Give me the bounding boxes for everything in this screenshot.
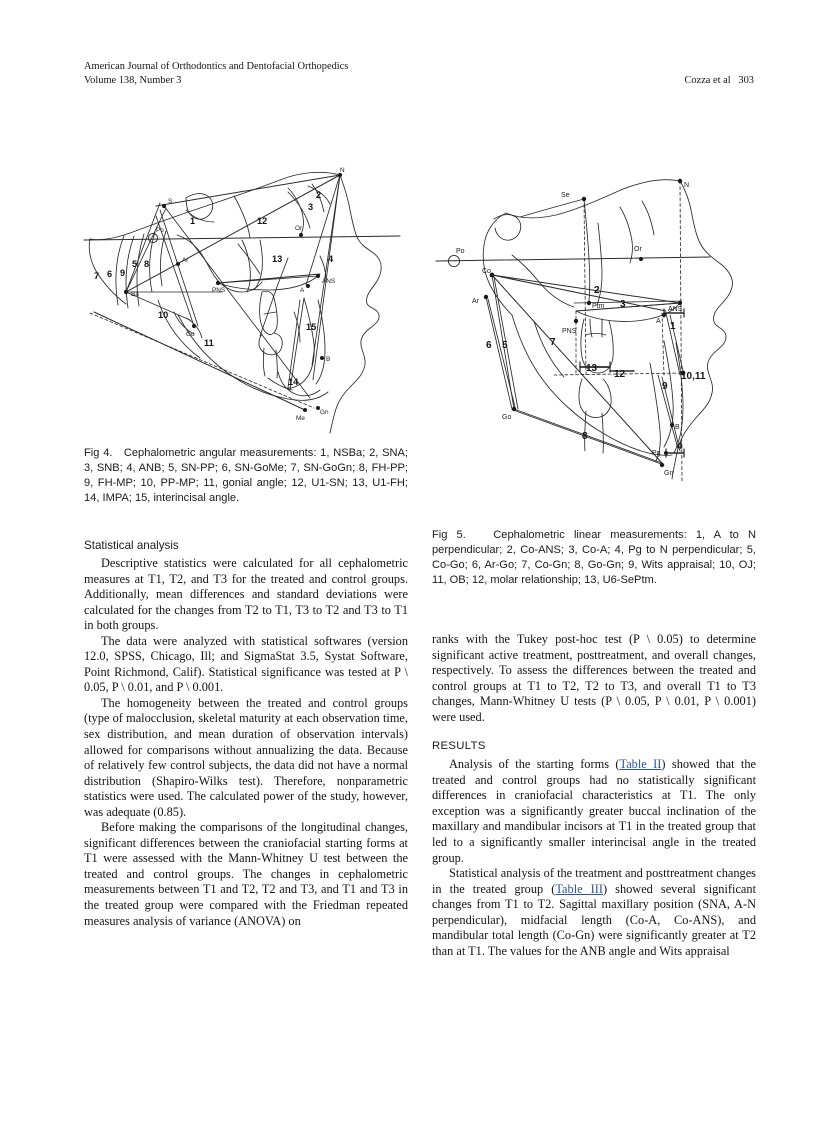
- svg-text:4: 4: [328, 254, 334, 264]
- svg-text:6: 6: [107, 269, 113, 279]
- paragraph-longitudinal-changes: Before making the comparisons of the longitudinal changes, significant differences between the craniofacial starting forms at T1 were assessed with the Mann-Whitney U test between the treated and control groups. The changes in cephalometric measurements between T1 and T2, T2 and T3, and T1 and T3 in the treated group were compared with the Friedman repeated measures analysis of variance (ANOVA) on: [84, 820, 408, 928]
- subheading-statistical-analysis: Statistical analysis: [84, 539, 179, 552]
- left-text-column: [84, 538, 408, 929]
- starting-forms-text-before: Analysis of the starting forms (: [449, 757, 620, 772]
- svg-text:Or: Or: [295, 225, 303, 232]
- svg-text:Ptm: Ptm: [592, 303, 605, 310]
- svg-text:14: 14: [288, 377, 299, 387]
- svg-text:Co: Co: [482, 268, 491, 275]
- fig5-caption-label: Fig 5.: [432, 529, 466, 541]
- svg-text:12: 12: [257, 216, 268, 226]
- paragraph-descriptive-statistics: Descriptive statistics were calculated for all cephalometric measures at T1, T2, and T3 for the treated and control groups. Additionally, mean differences and standard deviations were calculated for the changes from T2 to T1, T3 to T2 and T3 to T1 in both groups.: [84, 556, 408, 633]
- svg-text:Po: Po: [456, 248, 465, 255]
- svg-text:1: 1: [670, 321, 676, 332]
- svg-text:ANS: ANS: [322, 278, 336, 285]
- paragraph-software: The data were analyzed with statistical softwares (version 12.0, SPSS, Chicago, Ill; and SigmaStat 3.5, Systat Software, Point Richmond, Calif). Statistical significance was tested at P \ 0.05, P \ 0.01, and P \ 0.001.: [84, 633, 408, 695]
- svg-text:2: 2: [594, 285, 600, 296]
- svg-text:10,11: 10,11: [681, 371, 706, 382]
- paragraph-continuation: ranks with the Tukey post-hoc test (P \ 0.05) to determine significant active treatment, posttreatment, and overall changes, respectively. To assess the differences between the treated and control groups at T1 to T2, T2 to T3, and overall T1 to T3 changes, Mann-Whitney U tests (P \ 0.05, P \ 0.01, P \ 0.001) were used.: [432, 632, 756, 724]
- page-number: 303: [738, 75, 754, 87]
- svg-text:Ar: Ar: [182, 257, 189, 264]
- svg-text:5: 5: [132, 259, 138, 269]
- figure-4-caption: [84, 446, 408, 506]
- svg-text:N: N: [340, 167, 345, 174]
- figure-5-image: [434, 163, 766, 499]
- svg-text:5: 5: [502, 340, 508, 351]
- fig5-cephalometric-tracing: [434, 163, 766, 499]
- svg-text:7: 7: [94, 271, 100, 281]
- fig5-caption-text: Cephalometric linear measurements: 1, A to N perpendicular; 2, Co-ANS; 3, Co-A; 4, Pg to N perpendicular; 5, Co-Go; 6, Ar-Go; 7, Co-Gn; 8, Go-Gn; 9, Wits appraisal; 10, OJ; 11, OB; 12, molar relationship; 13, U6-SePtm.: [432, 529, 756, 586]
- svg-text:Gn: Gn: [664, 470, 674, 477]
- svg-text:2: 2: [316, 190, 322, 200]
- svg-text:Pg: Pg: [652, 450, 661, 457]
- treatment-changes-text-after: ) showed several significant changes from T1 to T2. Sagittal maxillary position (SNA, A-N perpendicular), midfacial length (Co-A, Co-ANS), and mandibular total length (Co-Gn) were significantly greater at T2 than at T1. The values for the ANB angle and Wits appraisal: [432, 881, 757, 958]
- svg-text:10: 10: [158, 310, 169, 320]
- svg-text:3: 3: [620, 299, 626, 310]
- svg-text:7: 7: [550, 337, 556, 348]
- svg-text:6: 6: [486, 340, 492, 351]
- svg-text:4: 4: [677, 441, 683, 452]
- svg-text:Gn: Gn: [320, 409, 329, 416]
- svg-text:A: A: [300, 287, 305, 294]
- running-head-journal: [84, 60, 348, 88]
- svg-text:3: 3: [308, 202, 314, 212]
- svg-text:9: 9: [120, 268, 126, 278]
- svg-text:8: 8: [144, 259, 150, 269]
- section-heading-results: RESULTS: [432, 740, 486, 753]
- table-3-crossref-link[interactable]: Table III: [555, 881, 603, 896]
- svg-text:A: A: [656, 318, 661, 325]
- svg-text:Se: Se: [561, 192, 570, 199]
- svg-text:ANS: ANS: [668, 306, 683, 313]
- journal-title: American Journal of Orthodontics and Dentofacial Orthopedics: [84, 61, 349, 72]
- figure-5-caption: [432, 528, 756, 588]
- svg-text:15: 15: [306, 322, 317, 332]
- svg-text:B: B: [675, 424, 680, 431]
- fig4-cephalometric-tracing: [82, 140, 422, 440]
- fig4-caption-text: Cephalometric angular measurements: 1, NSBa; 2, SNA; 3, SNB; 4, ANB; 5, SN-PP; 6, SN-GoMe; 7, SN-GoGn; 8, FH-PP; 9, FH-MP; 10, PP-MP; 11, gonial angle; 12, U1-SN; 13, U1-FH; 14, IMPA; 15, interincisal angle.: [84, 447, 408, 504]
- running-head: [84, 60, 754, 103]
- svg-text:PNS: PNS: [212, 287, 226, 294]
- svg-text:8: 8: [582, 431, 588, 442]
- fig5-landmark-dots: [448, 179, 685, 467]
- svg-text:Go: Go: [186, 331, 195, 338]
- svg-text:PNS: PNS: [562, 328, 577, 335]
- svg-text:9: 9: [662, 381, 668, 392]
- treatment-changes-text-before: Statistical analysis of the treatment and posttreatment changes in the treated group (: [432, 866, 756, 896]
- svg-text:Po: Po: [156, 227, 164, 234]
- svg-text:Ar: Ar: [472, 298, 479, 305]
- paragraph-homogeneity: The homogeneity between the treated and control groups (type of malocclusion, skeletal maturity at each observation time, sex distribution, and mean duration of observation intervals) allowed for comparisons without annualizing the data. Because of relatively few control subjects, the data did not have a normal distribution (Shapiro-Wilks test). Therefore, nonparametric statistics were used. The calculated power of the study, however, was adequate (0.85).: [84, 695, 408, 819]
- svg-text:B: B: [326, 356, 331, 363]
- svg-text:Or: Or: [634, 246, 642, 253]
- authors-short: Cozza et al: [684, 75, 731, 87]
- table-2-crossref-link[interactable]: Table II: [619, 757, 662, 772]
- svg-text:Go: Go: [502, 414, 512, 421]
- right-text-column: [432, 632, 756, 959]
- fig4-caption-label: Fig 4.: [84, 447, 113, 459]
- svg-text:S: S: [168, 198, 173, 205]
- starting-forms-text-after: ) showed that the treated and control groups had no statistically significant differences in craniofacial characteristics at T1. The only exception was a significantly greater buccal inclination of the maxillary and mandibular incisors at T1 in the treated group that led to a significantly smaller interincisal angle in the treated group.: [432, 757, 757, 865]
- svg-text:13: 13: [272, 254, 283, 264]
- figure-4-image: [82, 140, 422, 440]
- svg-text:1: 1: [190, 216, 196, 226]
- svg-text:N: N: [684, 182, 690, 189]
- paragraph-treatment-changes: [432, 866, 756, 959]
- svg-text:13: 13: [586, 363, 598, 374]
- journal-volume: Volume 138, Number 3: [84, 75, 182, 87]
- svg-text:Me: Me: [296, 415, 305, 422]
- running-head-authors-page: [669, 60, 754, 103]
- svg-text:12: 12: [614, 369, 626, 380]
- svg-text:Ba: Ba: [131, 291, 139, 298]
- svg-text:11: 11: [204, 338, 214, 348]
- paragraph-starting-forms: [432, 757, 756, 866]
